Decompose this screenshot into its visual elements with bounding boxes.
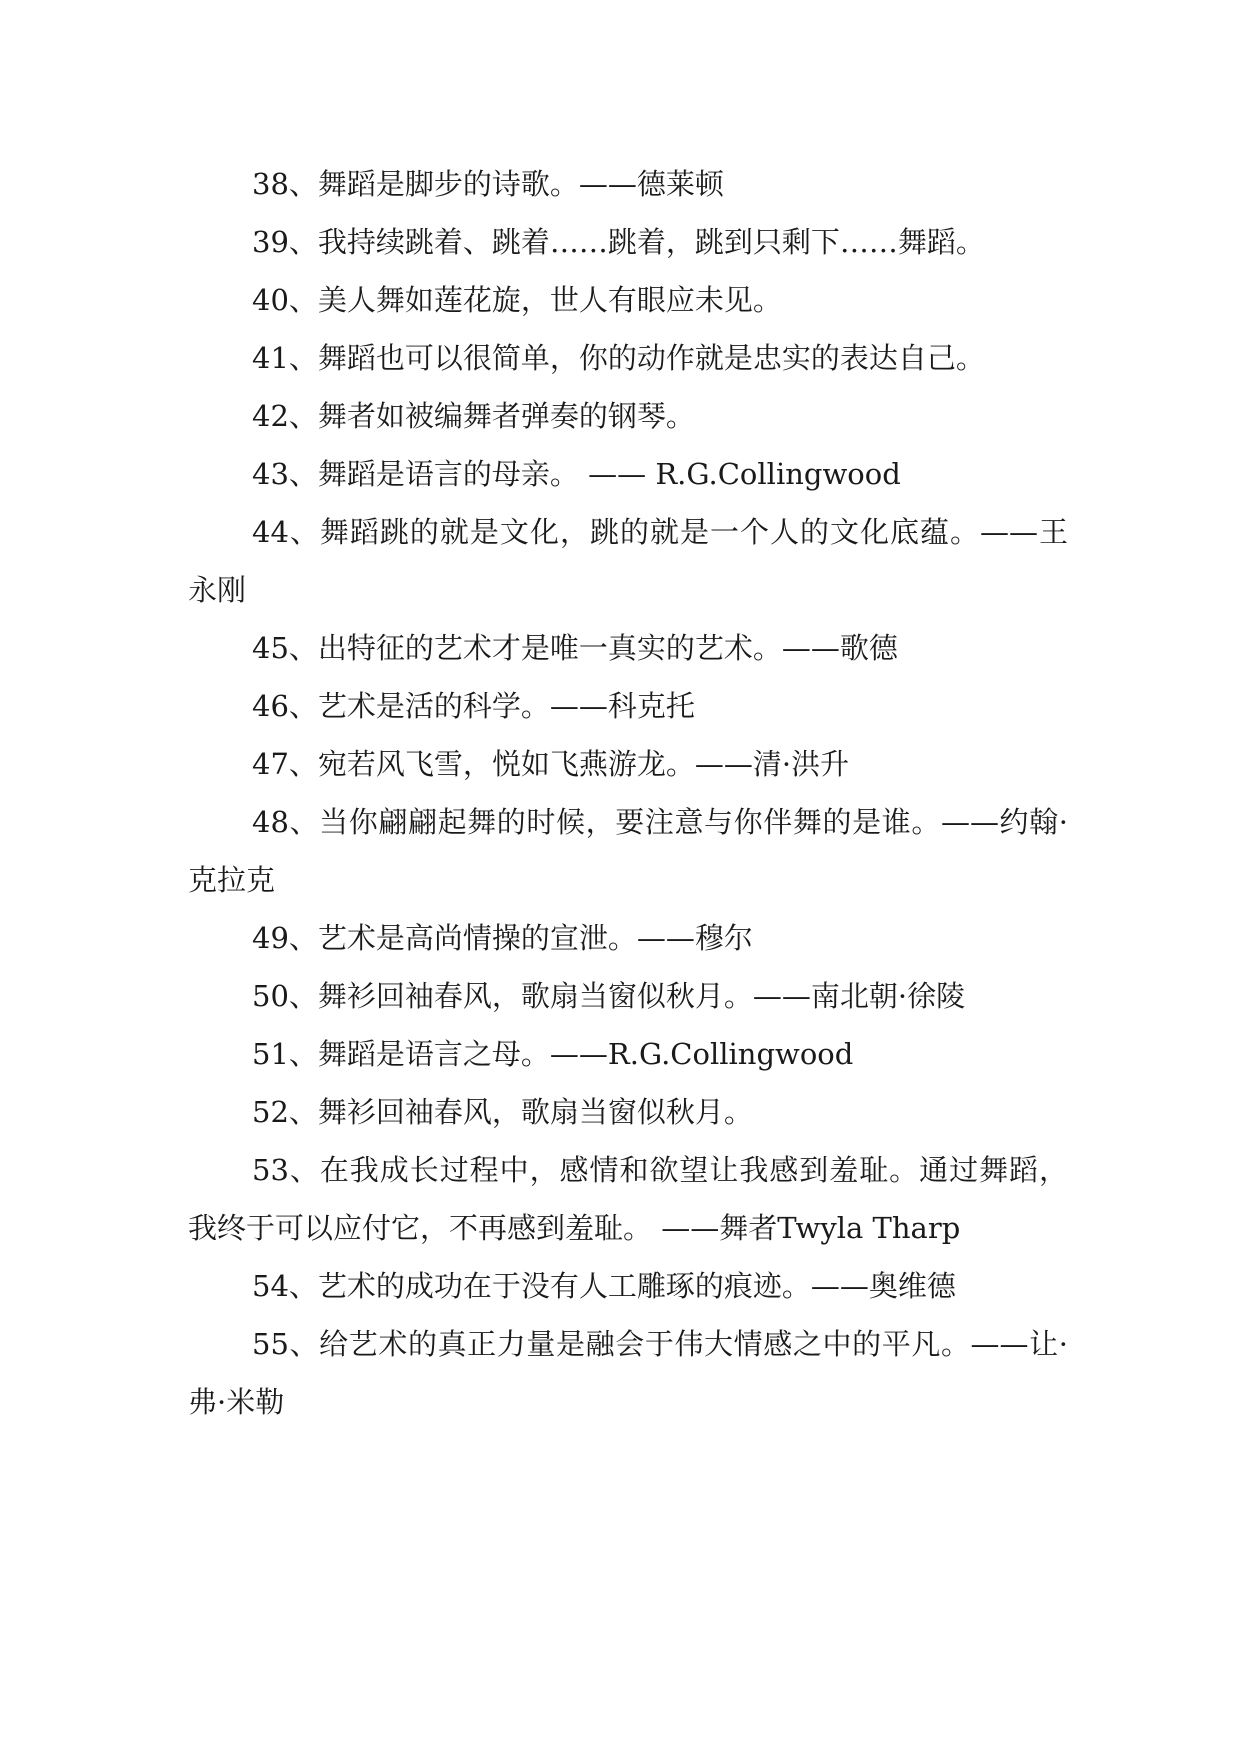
quote-list: [188, 155, 1068, 1431]
quote-48: 48、当你翩翩起舞的时候，要注意与你伴舞的是谁。——约翰·克拉克: [188, 805, 1068, 897]
quote-47: 47、宛若风飞雪，悦如飞燕游龙。——清·洪升: [252, 747, 850, 781]
quote-42: 42、舞者如被编舞者弹奏的钢琴。: [252, 399, 695, 433]
quote-50: 50、舞衫回袖春风，歌扇当窗似秋月。——南北朝·徐陵: [252, 979, 966, 1013]
quote-45: 45、出特征的艺术才是唯一真实的艺术。——歌德: [252, 631, 898, 665]
quote-44: 44、舞蹈跳的就是文化，跳的就是一个人的文化底蕴。——王永刚: [188, 515, 1068, 607]
quote-52: 52、舞衫回袖春风，歌扇当窗似秋月。: [252, 1095, 753, 1129]
quote-49: 49、艺术是高尚情操的宣泄。——穆尔: [252, 921, 753, 955]
quote-43: 43、舞蹈是语言的母亲。 —— R.G.Collingwood: [252, 457, 901, 491]
quote-40: 40、美人舞如莲花旋，世人有眼应未见。: [252, 283, 782, 317]
quote-54: 54、艺术的成功在于没有人工雕琢的痕迹。——奥维德: [252, 1269, 956, 1303]
quote-41: 41、舞蹈也可以很简单，你的动作就是忠实的表达自己。: [252, 341, 985, 375]
quote-39: 39、我持续跳着、跳着……跳着，跳到只剩下……舞蹈。: [252, 225, 985, 259]
quote-53: 53、在我成长过程中，感情和欲望让我感到羞耻。通过舞蹈，我终于可以应付它，不再感到羞耻。 ——舞者Twyla Tharp: [188, 1153, 1068, 1245]
quote-38: 38、舞蹈是脚步的诗歌。——德莱顿: [252, 167, 724, 201]
quote-46: 46、艺术是活的科学。——科克托: [252, 689, 695, 723]
quote-51: 51、舞蹈是语言之母。——R.G.Collingwood: [252, 1037, 854, 1071]
quote-55: 55、给艺术的真正力量是融会于伟大情感之中的平凡。——让·弗·米勒: [188, 1327, 1068, 1419]
